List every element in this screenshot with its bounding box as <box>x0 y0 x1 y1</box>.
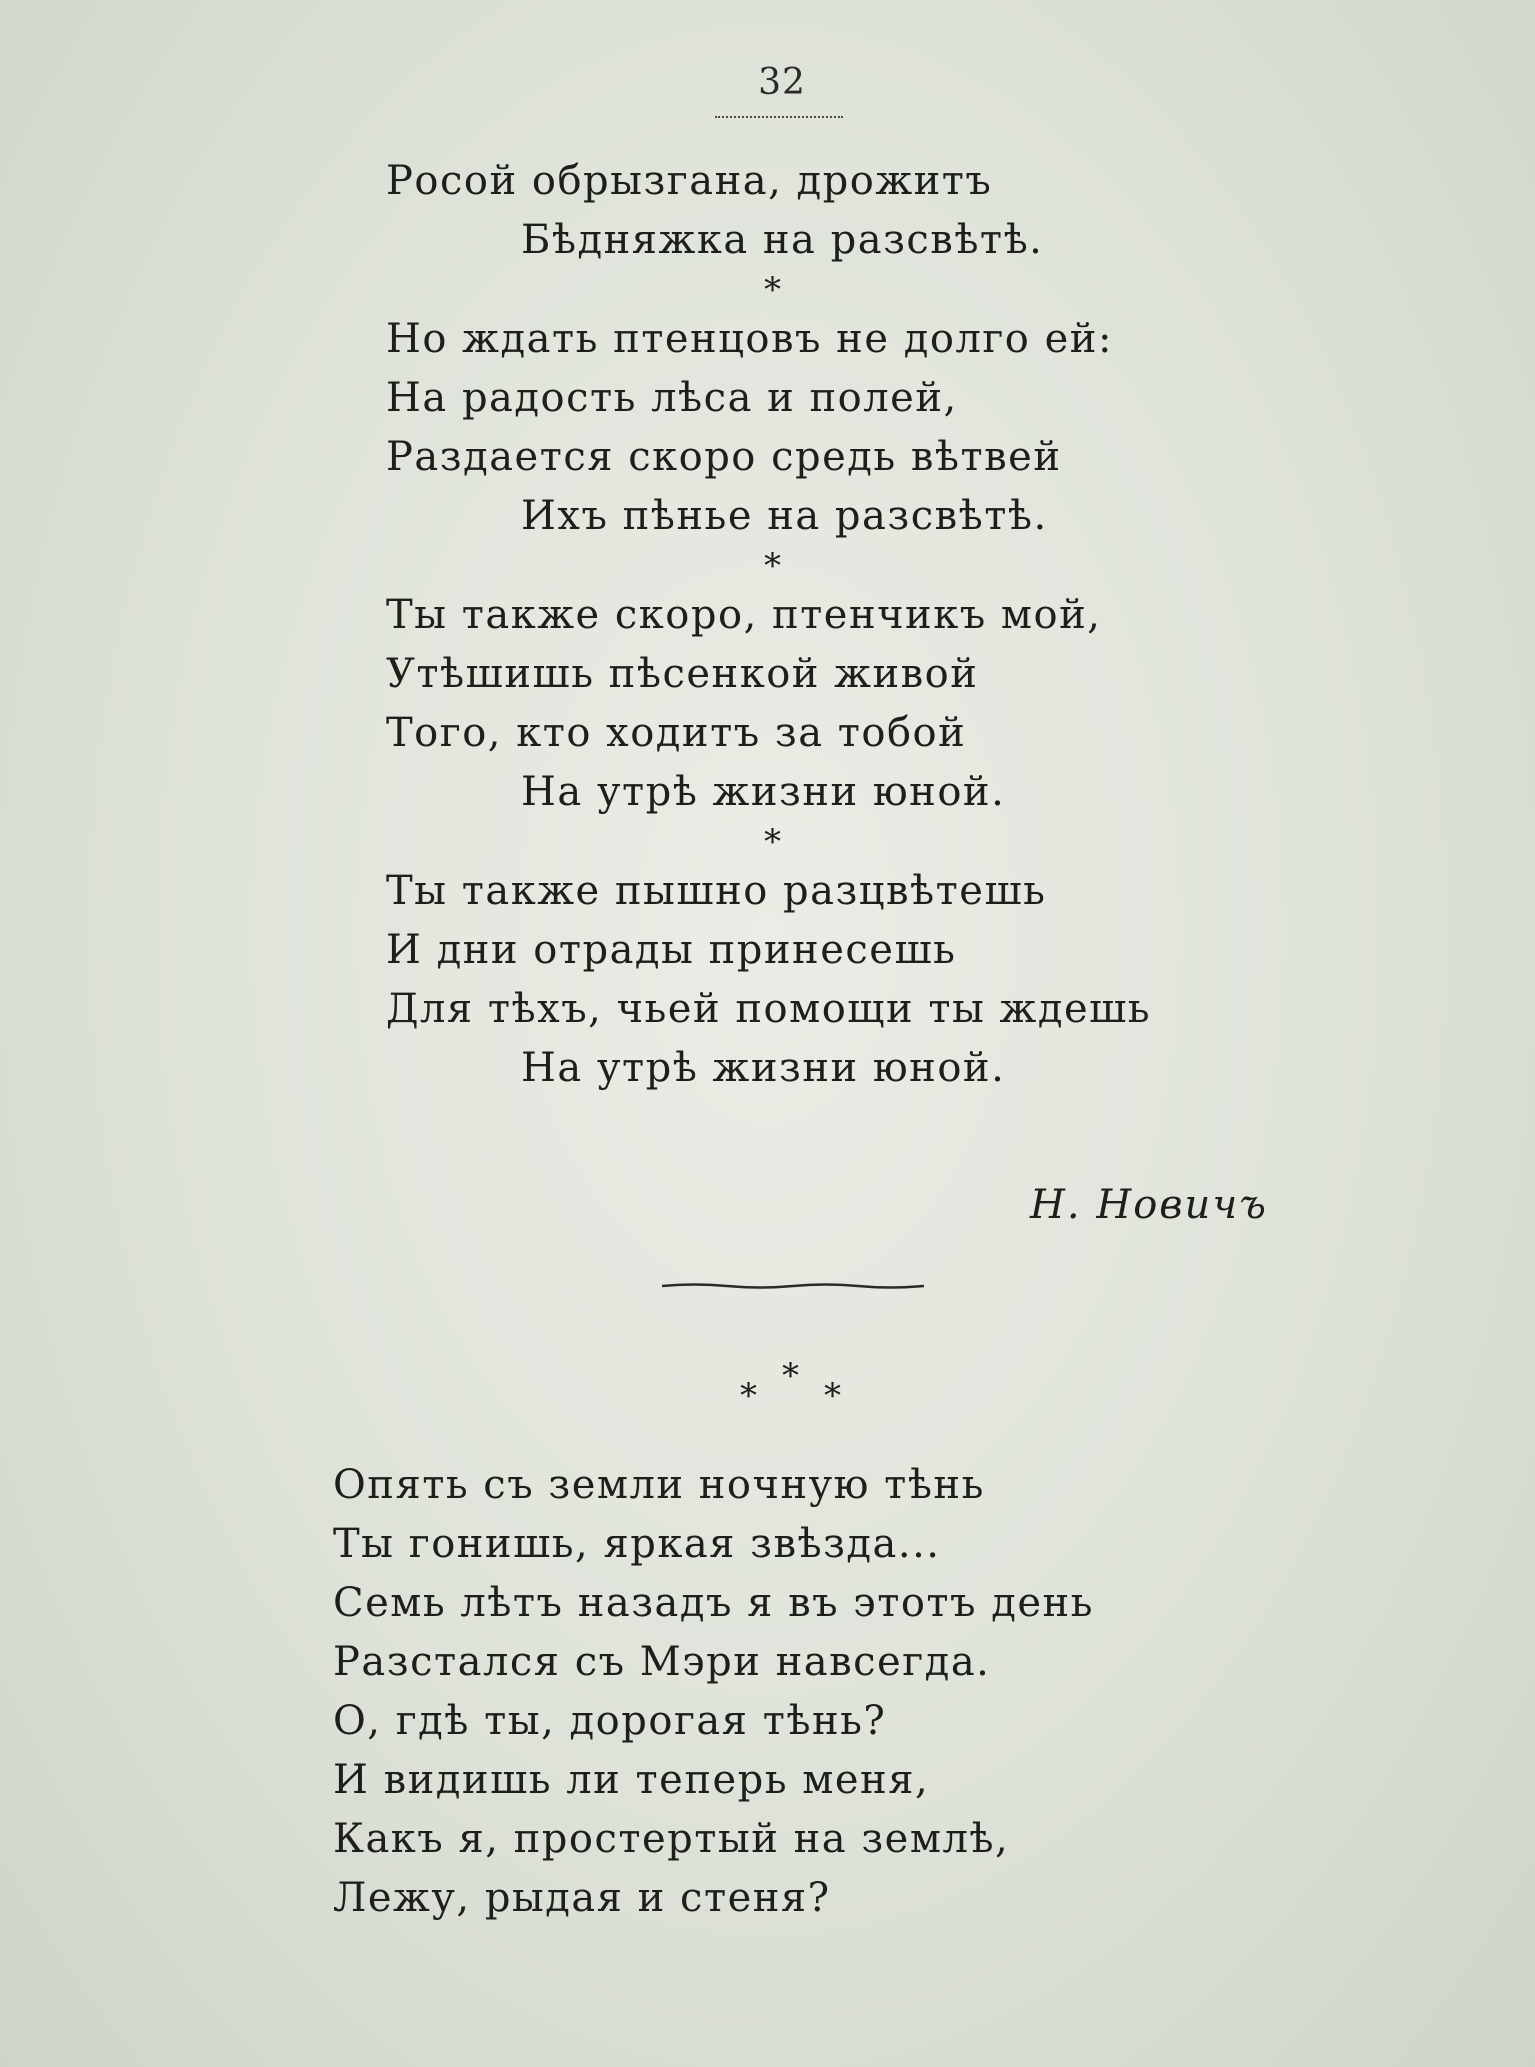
poem-1-line: На утрѣ жизни юной. <box>521 769 1006 815</box>
poem-1-line: Но ждать птенцовъ не долго ей: <box>386 316 1113 362</box>
poem-2 <box>333 1456 1094 1928</box>
poem-2-line: Разстался съ Мэри навсегда. <box>333 1639 991 1685</box>
poem-1-line: На утрѣ жизни юной. <box>521 1045 1006 1091</box>
stanza-separator: * <box>764 270 783 310</box>
stanza-separator: * <box>764 546 783 586</box>
poem-1-line: Того, кто ходитъ за тобой <box>386 710 967 756</box>
poem-1-line: Утѣшишь пѣсенкой живой <box>386 651 979 697</box>
page-number-rule <box>715 116 843 118</box>
poem-2-line: Лежу, рыдая и стеня? <box>333 1875 831 1921</box>
poem-1-line: Ихъ пѣнье на разсвѣтѣ. <box>521 493 1048 539</box>
author-signature: Н. Новичъ <box>1030 1182 1268 1228</box>
poem-1-line: Бѣдняжка на разсвѣтѣ. <box>521 217 1044 263</box>
asterism-star: * <box>740 1376 757 1416</box>
poem-1-line: Раздается скоро средь вѣтвей <box>386 434 1062 480</box>
poem-1-line: На радость лѣса и полей, <box>386 375 958 421</box>
poem-2-line: И видишь ли теперь меня, <box>333 1757 930 1803</box>
poem-1 <box>386 152 1151 1098</box>
poem-2-line: Какъ я, простертый на землѣ, <box>333 1816 1010 1862</box>
poem-2-line: Опять съ земли ночную тѣнь <box>333 1462 985 1508</box>
stanza-separator: * <box>764 822 783 862</box>
section-divider <box>662 1282 924 1290</box>
poem-1-line: Ты также пышно разцвѣтешь <box>386 868 1047 914</box>
asterism-star: * <box>782 1356 799 1396</box>
asterism-star: * <box>824 1376 841 1416</box>
poem-2-line: Ты гонишь, яркая звѣзда... <box>333 1521 941 1567</box>
page-number: 32 <box>758 62 806 103</box>
poem-1-line: Для тѣхъ, чьей помощи ты ждешь <box>386 986 1152 1032</box>
poem-1-line: Росой обрызгана, дрожитъ <box>386 158 993 204</box>
poem-1-line: Ты также скоро, птенчикъ мой, <box>386 592 1102 638</box>
poem-2-line: О, гдѣ ты, дорогая тѣнь? <box>333 1698 887 1744</box>
poem-2-line: Семь лѣтъ назадъ я въ этотъ день <box>333 1580 1094 1626</box>
poem-1-line: И дни отрады принесешь <box>386 927 957 973</box>
asterism <box>740 1350 850 1416</box>
